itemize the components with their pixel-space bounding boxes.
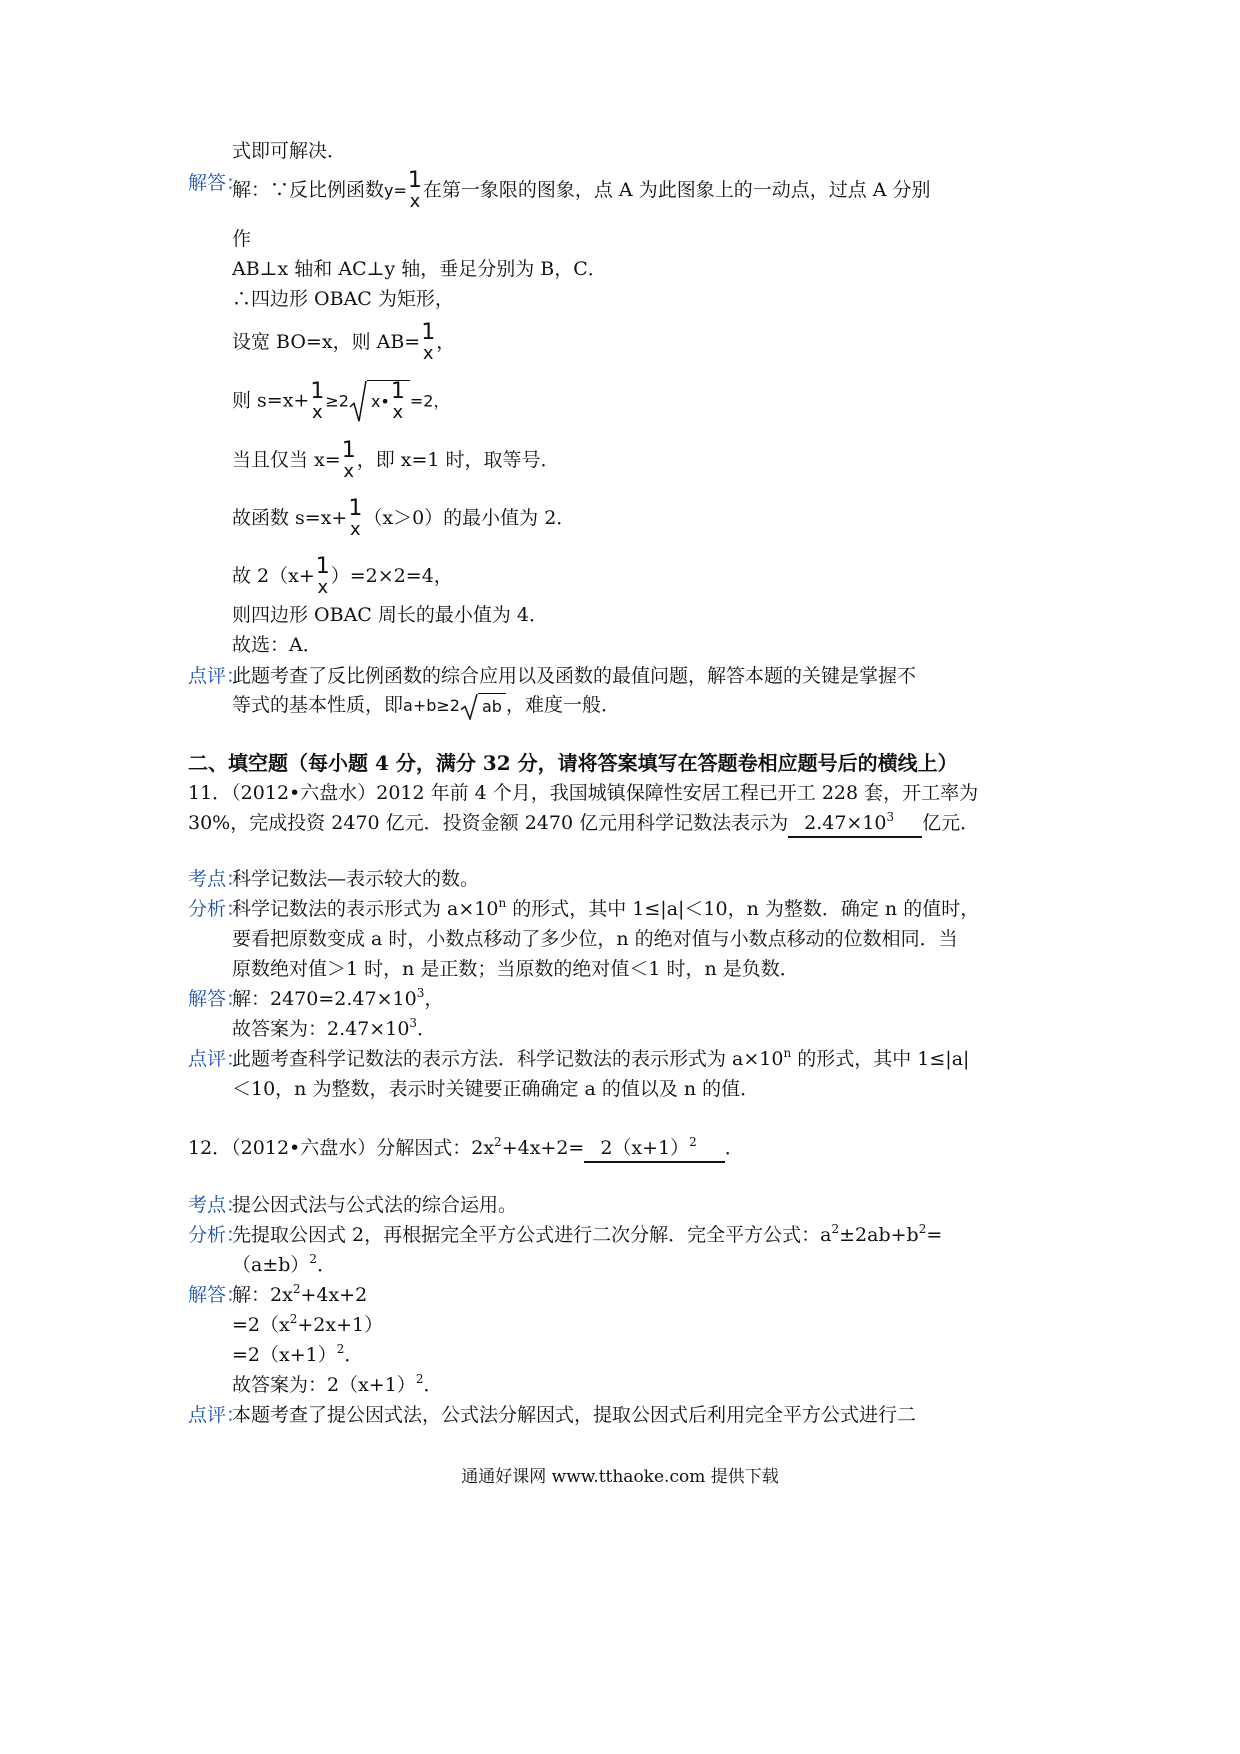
text-line: ＜10，n 为整数，表示时关键要正确确定 a 的值以及 n 的值． (232, 1078, 760, 1100)
text-line: $=2(x+1)^2$． (232, 1342, 364, 1366)
label-answer: 解答： (188, 1284, 246, 1306)
question-text: 30%，完成投资 2470 亿元．投资金额 2470 亿元用科学记数法表示为 $2.47\times 10^3$ 亿元． (188, 810, 979, 838)
label-analysis: 分析： (188, 898, 246, 920)
label-answer: 解答： (188, 172, 246, 194)
label-point: 考点： (188, 1194, 246, 1216)
text-line: 科学记数法—表示较大的数。 (232, 868, 480, 890)
text-line: 此题考查科学记数法的表示方法．科学记数法的表示形式为 $a\times 10^n$ 的形式，其中 1≤|a| (232, 1046, 970, 1070)
square-root: x• 1 x (349, 380, 410, 423)
label-point: 考点： (188, 868, 246, 890)
text-line: 作 (232, 228, 252, 250)
text-line: 当且仅当 x= 1 x ，即 x=1 时，取等号． (232, 438, 560, 482)
text-line: 解：$2470=2.47\times 10^3$， (232, 986, 444, 1010)
fraction: 1 x (390, 379, 405, 423)
text-line: 故答案为：$2(x+1)^2$． (232, 1372, 443, 1396)
section-heading: 二、填空题（每小题 4 分，满分 32 分，请将答案填写在答题卷相应题号后的横线上） (188, 751, 958, 775)
fraction: 1 x (407, 168, 422, 212)
answer-blank: $2(x+1)^2$ (584, 1135, 724, 1163)
text-line: 本题考查了提公因式法，公式法分解因式，提取公因式后利用完全平方公式进行二 (232, 1404, 917, 1426)
fraction: 1 x (315, 554, 330, 598)
label-answer: 解答： (188, 988, 246, 1010)
text-line: 要看把原数变成 a 时，小数点移动了多少位，n 的绝对值与小数点移动的位数相同．当 (232, 928, 958, 950)
page-footer: 通通好课网 www.tthaoke.com 提供下载 (461, 1467, 779, 1487)
text-line: $=2(x^2+2x+1)$ (232, 1312, 384, 1336)
answer-blank: $2.47\times 10^3$ (788, 810, 922, 838)
text-line: 则 s=x+ 1 x ≥2 x• 1 x =2， (232, 378, 450, 423)
text-line: 则四边形 OBAC 周长的最小值为 4． (232, 604, 549, 626)
text-line: 式即可解决． (232, 140, 347, 162)
text-line: AB⊥x 轴和 AC⊥y 轴，垂足分别为 B，C． (232, 258, 607, 280)
text-line: 故选：A． (232, 634, 322, 656)
text-line: 原数绝对值＞1 时，n 是正数；当原数的绝对值＜1 时，n 是负数． (232, 958, 799, 980)
label-analysis: 分析： (188, 1224, 246, 1246)
text-line: 提公因式法与公式法的综合运用。 (232, 1194, 518, 1216)
label-comment: 点评： (188, 1404, 246, 1426)
square-root: ab (460, 693, 506, 720)
question-text: 12．（2012•六盘水）分解因式：$2x^2+4x+2= 2(x+1)^2$ ． (188, 1135, 744, 1163)
fraction: 1 x (310, 378, 325, 423)
text-line: 先提取公因式 2，再根据完全平方公式进行二次分解．完全平方公式：$a^2\pm 2ab+b^2=$ (232, 1222, 943, 1246)
text-line: 设宽 BO=x，则 AB= 1 x ， (232, 320, 456, 364)
fraction: 1 x (341, 438, 356, 482)
text-line: 科学记数法的表示形式为 $a\times 10^n$ 的形式，其中 1≤|a|＜10，n 为整数．确定 n 的值时， (232, 896, 980, 920)
label-comment: 点评： (188, 1048, 246, 1070)
fraction: 1 x (348, 496, 363, 540)
text-line: $(a\pm b)^2$． (232, 1252, 337, 1276)
text-line: 故函数 s=x+ 1 x （x＞0）的最小值为 2． (232, 496, 576, 540)
text-line: 等式的基本性质，即a+b≥2 ab ，难度一般． (232, 692, 620, 720)
text-line: 故答案为：$2.47\times 10^3$． (232, 1016, 437, 1040)
text-line: 解：∵反比例函数y= 1 x 在第一象限的图象，点 A 为此图象上的一动点，过点 A 分别 (232, 168, 931, 212)
text-line: 故 2（x+ 1 x ）=2×2=4， (232, 554, 453, 598)
text-line: ∴四边形 OBAC 为矩形， (232, 288, 454, 310)
text-line: 此题考查了反比例函数的综合应用以及函数的最值问题，解答本题的关键是掌握不 (232, 665, 917, 687)
question-text: 11．（2012•六盘水）2012 年前 4 个月，我国城镇保障性安居工程已开工 228 套，开工率为 (188, 782, 979, 804)
label-comment: 点评： (188, 665, 246, 687)
fraction: 1 x (421, 320, 436, 364)
text-line: 解：$2x^2+4x+2$ (232, 1282, 368, 1306)
